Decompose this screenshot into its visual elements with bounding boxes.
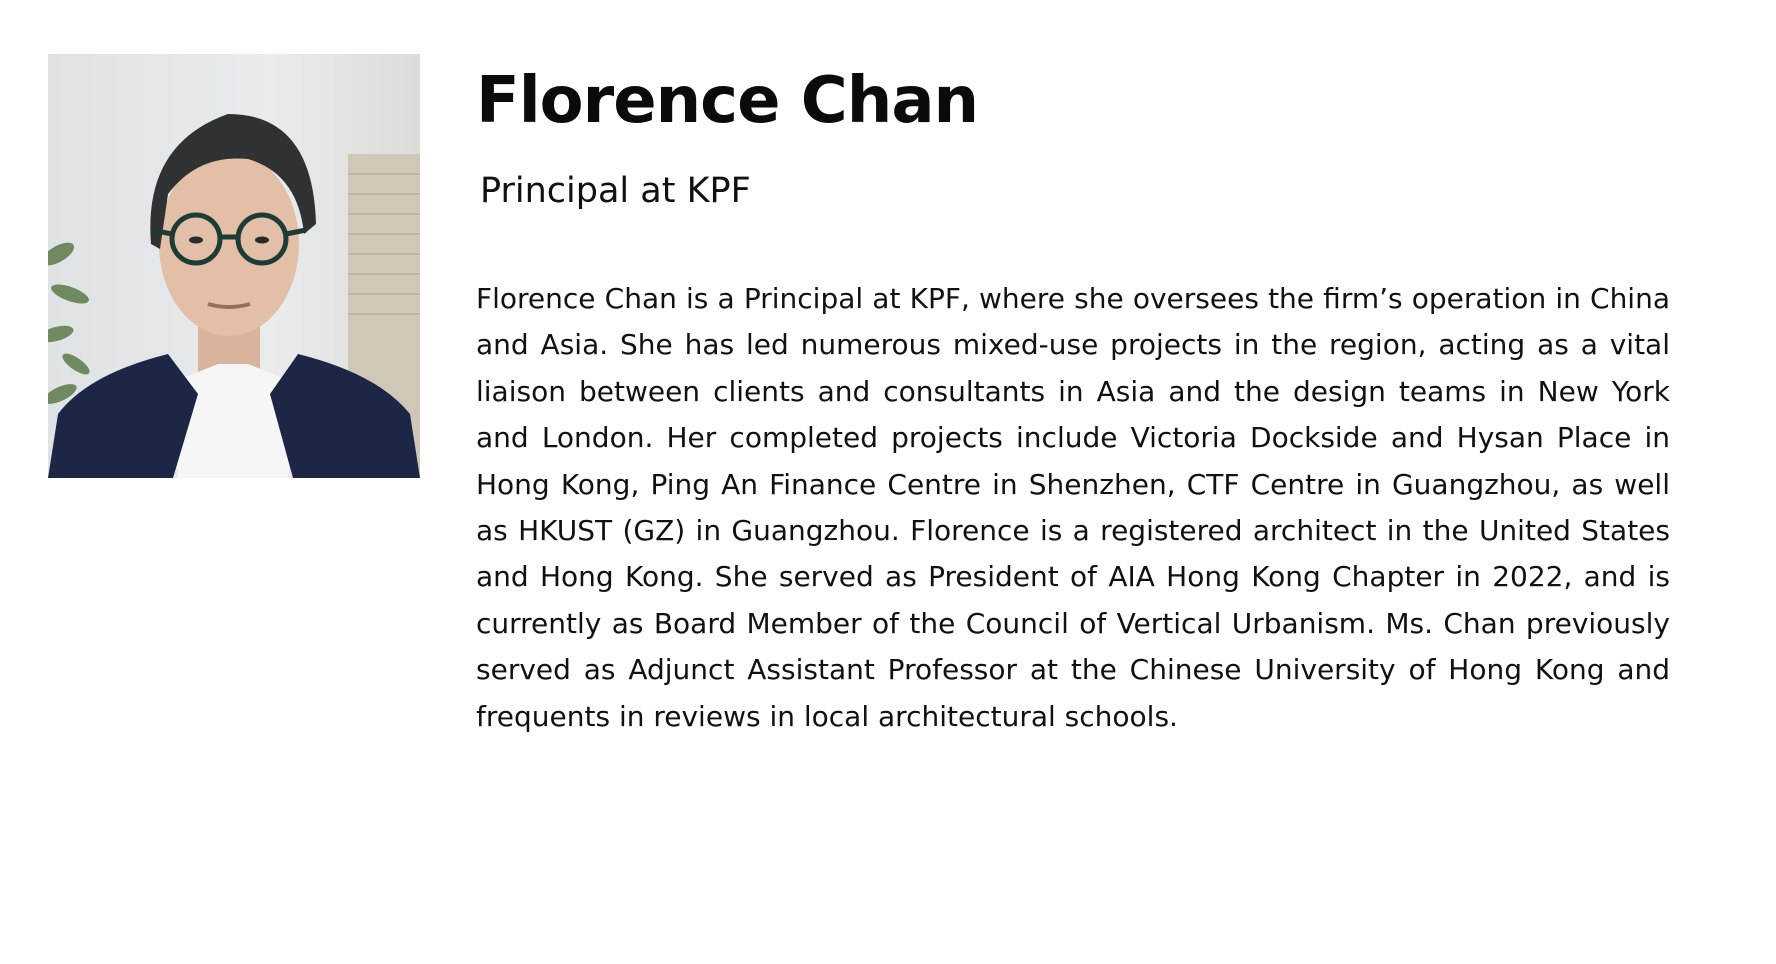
profile-bio: Florence Chan is a Principal at KPF, where she oversees the firm’s operation in China and Asia. She has led numerous mixed-use projects in the region, acting as a vital liaison between clients and consultants in Asia and the design teams in New York and London. Her completed projects include Victoria Dockside and Hysan Place in Hong Kong, Ping An Finance Centre in Shenzhen, CTF Centre in Guangzhou, as well as HKUST (GZ) in Guangzhou. Florence is a registered architect in the United States and Hong Kong. She served as President of AIA Hong Kong Chapter in 2022, and is currently as Board Member of the Council of Vertical Urbanism. Ms. Chan previously served as Adjunct Assistant Professor at the Chinese University of Hong Kong and frequents in reviews in local architectural schools. bbox=[476, 282, 1670, 733]
profile-photo bbox=[48, 54, 420, 478]
profile-name: Florence Chan bbox=[476, 64, 979, 138]
profile-content bbox=[476, 58, 1670, 740]
profile-role: Principal at KPF bbox=[480, 171, 751, 211]
